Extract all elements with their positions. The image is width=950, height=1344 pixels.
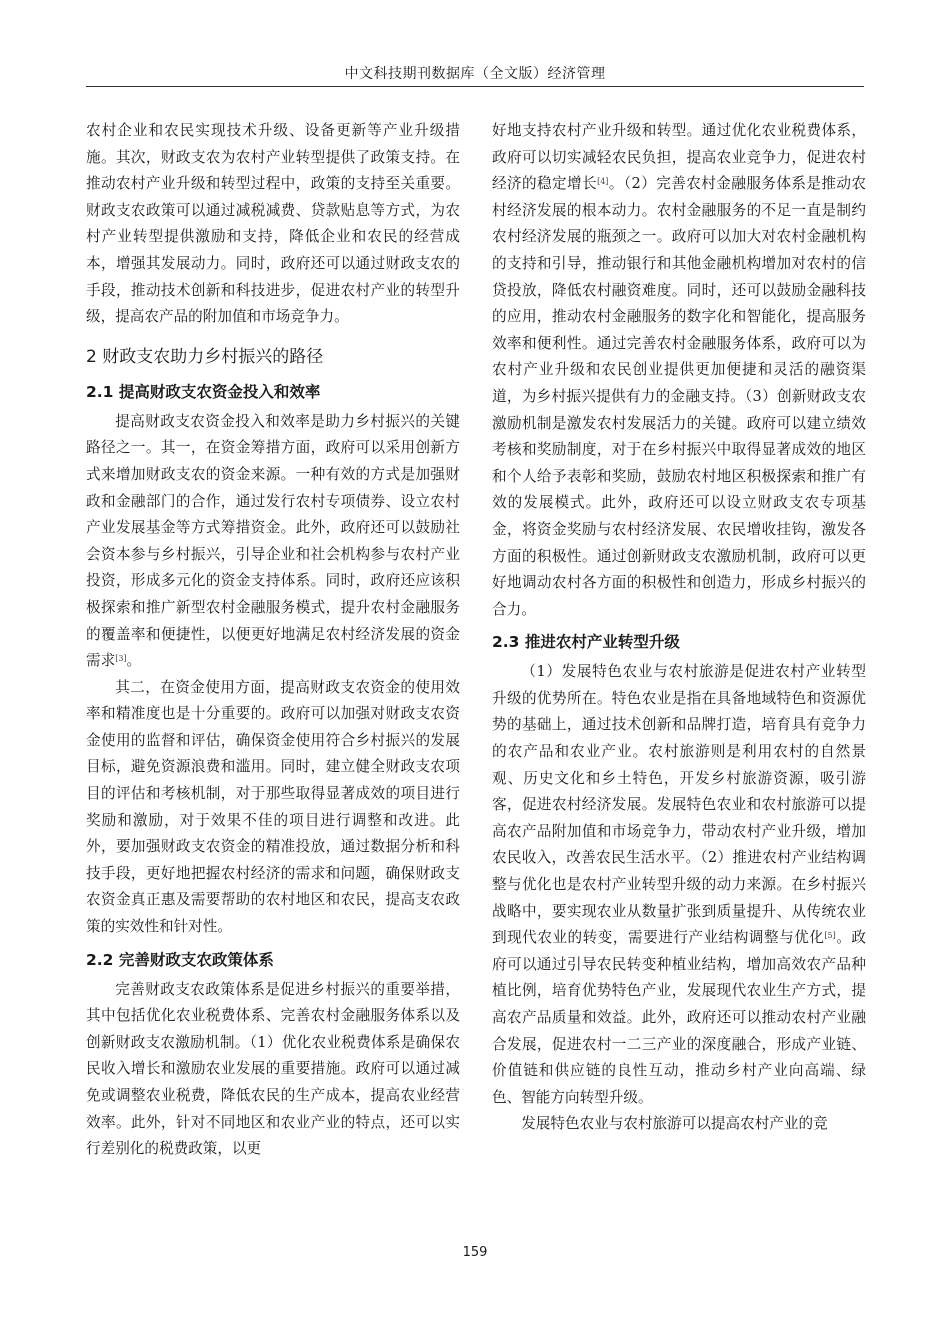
- paragraph-2-3-b: 发展特色农业与农村旅游可以提高农村产业的竞: [521, 1115, 828, 1133]
- subsection-2-1-heading: 2.1 提高财政支农资金投入和效率: [86, 382, 321, 401]
- paragraph-continued: 农村企业和农民实现技术升级、设备更新等产业升级措施。其次，财政支农为农村产业转型提供了政策支持。在推动农村产业升级和转型过程中，政策的支持至关重要。财政支农政策可以通过减税减费、贷款贴息等方式，为农村产业转型提供激励和支持，降低企业和农民的经营成本，增强其发展动力。同时，政府还可以通过财政支农的手段，推动技术创新和科技进步，促进农村产业的转型升级，提高农产品的附加值和市场竞争力。: [86, 122, 460, 326]
- subsection-2-2-heading: 2.2 完善财政支农政策体系: [86, 950, 274, 969]
- journal-title: 中文科技期刊数据库（全文版）经济管理: [344, 66, 606, 82]
- paragraph-2-1-a-text: 提高财政支农资金投入和效率是助力乡村振兴的关键路径之一。其一，在资金筹措方面，政府可以采用创新方式来增加财政支农的资金来源。一种有效的方式是加强财政和金融部门的合作，通过发行农村专项债券、设立农村产业发展基金等方式筹措资金。此外，政府还可以鼓励社会资本参与乡村振兴，引导企业和社会机构参与农村产业投资，形成多元化的资金支持体系。同时，政府还应该积极探索和推广新型农村金融服务模式，提升农村金融服务的覆盖率和便捷性，以便更好地满足农村经济发展的资金需求: [86, 412, 460, 670]
- paragraph-2-3-a-text: （1）发展特色农业与农村旅游是促进农村产业转型升级的优势所在。特色农业是指在具备地域特色和资源优势的基础上，通过技术创新和品牌打造，培育具有竞争力的农产品和农业产业。农村旅游则是利用农村的自然景观、历史文化和乡土特色，开发乡村旅游资源，吸引游客，促进农村经济发展。发展特色农业和农村旅游可以提高农产品附加值和市场竞争力，带动农村产业升级，增加农民收入，改善农民生活水平。（2）推进农村产业结构调整与优化也是农村产业转型升级的动力来源。在乡村振兴战略中，要实现农业从数量扩张到质量提升、从传统农业到现代农业的转变，需要进行产业结构调整与优化: [492, 663, 866, 947]
- paragraph-2-2-cont-a: 好地支持农村产业升级和转型。通过优化农业税费体系，政府可以切实减轻农民负担，提高农业竞争力，促进农村经济的稳定增长: [492, 122, 866, 193]
- paragraph-2-3-a: [492, 659, 866, 1111]
- page-number: 159: [462, 1245, 488, 1260]
- right-column: [492, 118, 866, 1138]
- citation-3[interactable]: [3]: [115, 654, 127, 664]
- paragraph-2-1-b: 其二，在资金使用方面，提高财政支农资金的使用效率和精准度也是十分重要的。政府可以加强对财政支农资金使用的监督和评估，确保资金使用符合乡村振兴的发展目标，避免资源浪费和滥用。同时，建立健全财政支农项目的评估和考核机制，对于那些取得显著成效的项目进行奖励和激励，对于效果不佳的项目进行调整和改进。此外，要加强财政支农资金的精准投放，通过数据分析和科技手段，更好地把握农村经济的需求和问题，确保财政支农资金真正惠及需要帮助的农村地区和农民，提高支农政策的实效性和针对性。: [86, 678, 460, 936]
- section-2-heading: 2 财政支农助力乡村振兴的路径: [86, 346, 324, 367]
- running-header: [86, 62, 864, 87]
- paragraph-2-2: 完善财政支农政策体系是促进乡村振兴的重要举措，其中包括优化农业税费体系、完善农村金融服务体系以及创新财政支农激励机制。（1）优化农业税费体系是确保农民收入增长和激励农业发展的重要措施。政府可以通过减免或调整农业税费，降低农民的生产成本，提高农业经营效率。此外，针对不同地区和农业产业的特点，还可以实行差别化的税费政策，以更: [86, 980, 460, 1158]
- paragraph-2-2-cont-b: 。（2）完善农村金融服务体系是推动农村经济发展的根本动力。农村金融服务的不足一直是制约农村经济发展的瓶颈之一。政府可以加大对农村金融机构的支持和引导，推动银行和其他金融机构增加对农村的信贷投放，降低农村融资难度。同时，还可以鼓励金融科技的应用，推动农村金融服务的数字化和智能化，提高服务效率和便利性。通过完善农村金融服务体系，政府可以为农村产业升级和农民创业提供更加便捷和灵活的融资渠道，为乡村振兴提供有力的金融支持。（3）创新财政支农激励机制是激发农村发展活力的关键。政府可以建立绩效考核和奖励制度，对于在乡村振兴中取得显著成效的地区和个人给予表彰和奖励，鼓励农村地区积极探索和推广有效的发展模式。此外，政府还可以设立财政支农专项基金，将资金奖励与农村经济发展、农民增收挂钩，激发各方面的积极性。通过创新财政支农激励机制，政府可以更好地调动农村各方面的积极性和创造力，形成乡村振兴的合力。: [492, 175, 866, 618]
- citation-4[interactable]: [4]: [597, 177, 609, 187]
- left-column: [86, 118, 460, 1163]
- paragraph-2-1-a: [86, 409, 460, 675]
- subsection-2-3-heading: 2.3 推进农村产业转型升级: [492, 633, 680, 652]
- paragraph-2-1-a-end: 。: [126, 652, 142, 670]
- paragraph-2-3-a-end: 。政府可以通过引导农民转变种植业结构，增加高效农产品种植比例，培育优势特色产业，发展现代农业生产方式，提高农产品质量和效益。此外，政府还可以推动农村产业融合发展，促进农村一二三产业的深度融合，形成产业链、价值链和供应链的良性互动，推动乡村产业向高端、绿色、智能方向转型升级。: [492, 929, 866, 1106]
- citation-5[interactable]: [5]: [824, 931, 836, 941]
- paragraph-2-2-continued: [492, 118, 866, 623]
